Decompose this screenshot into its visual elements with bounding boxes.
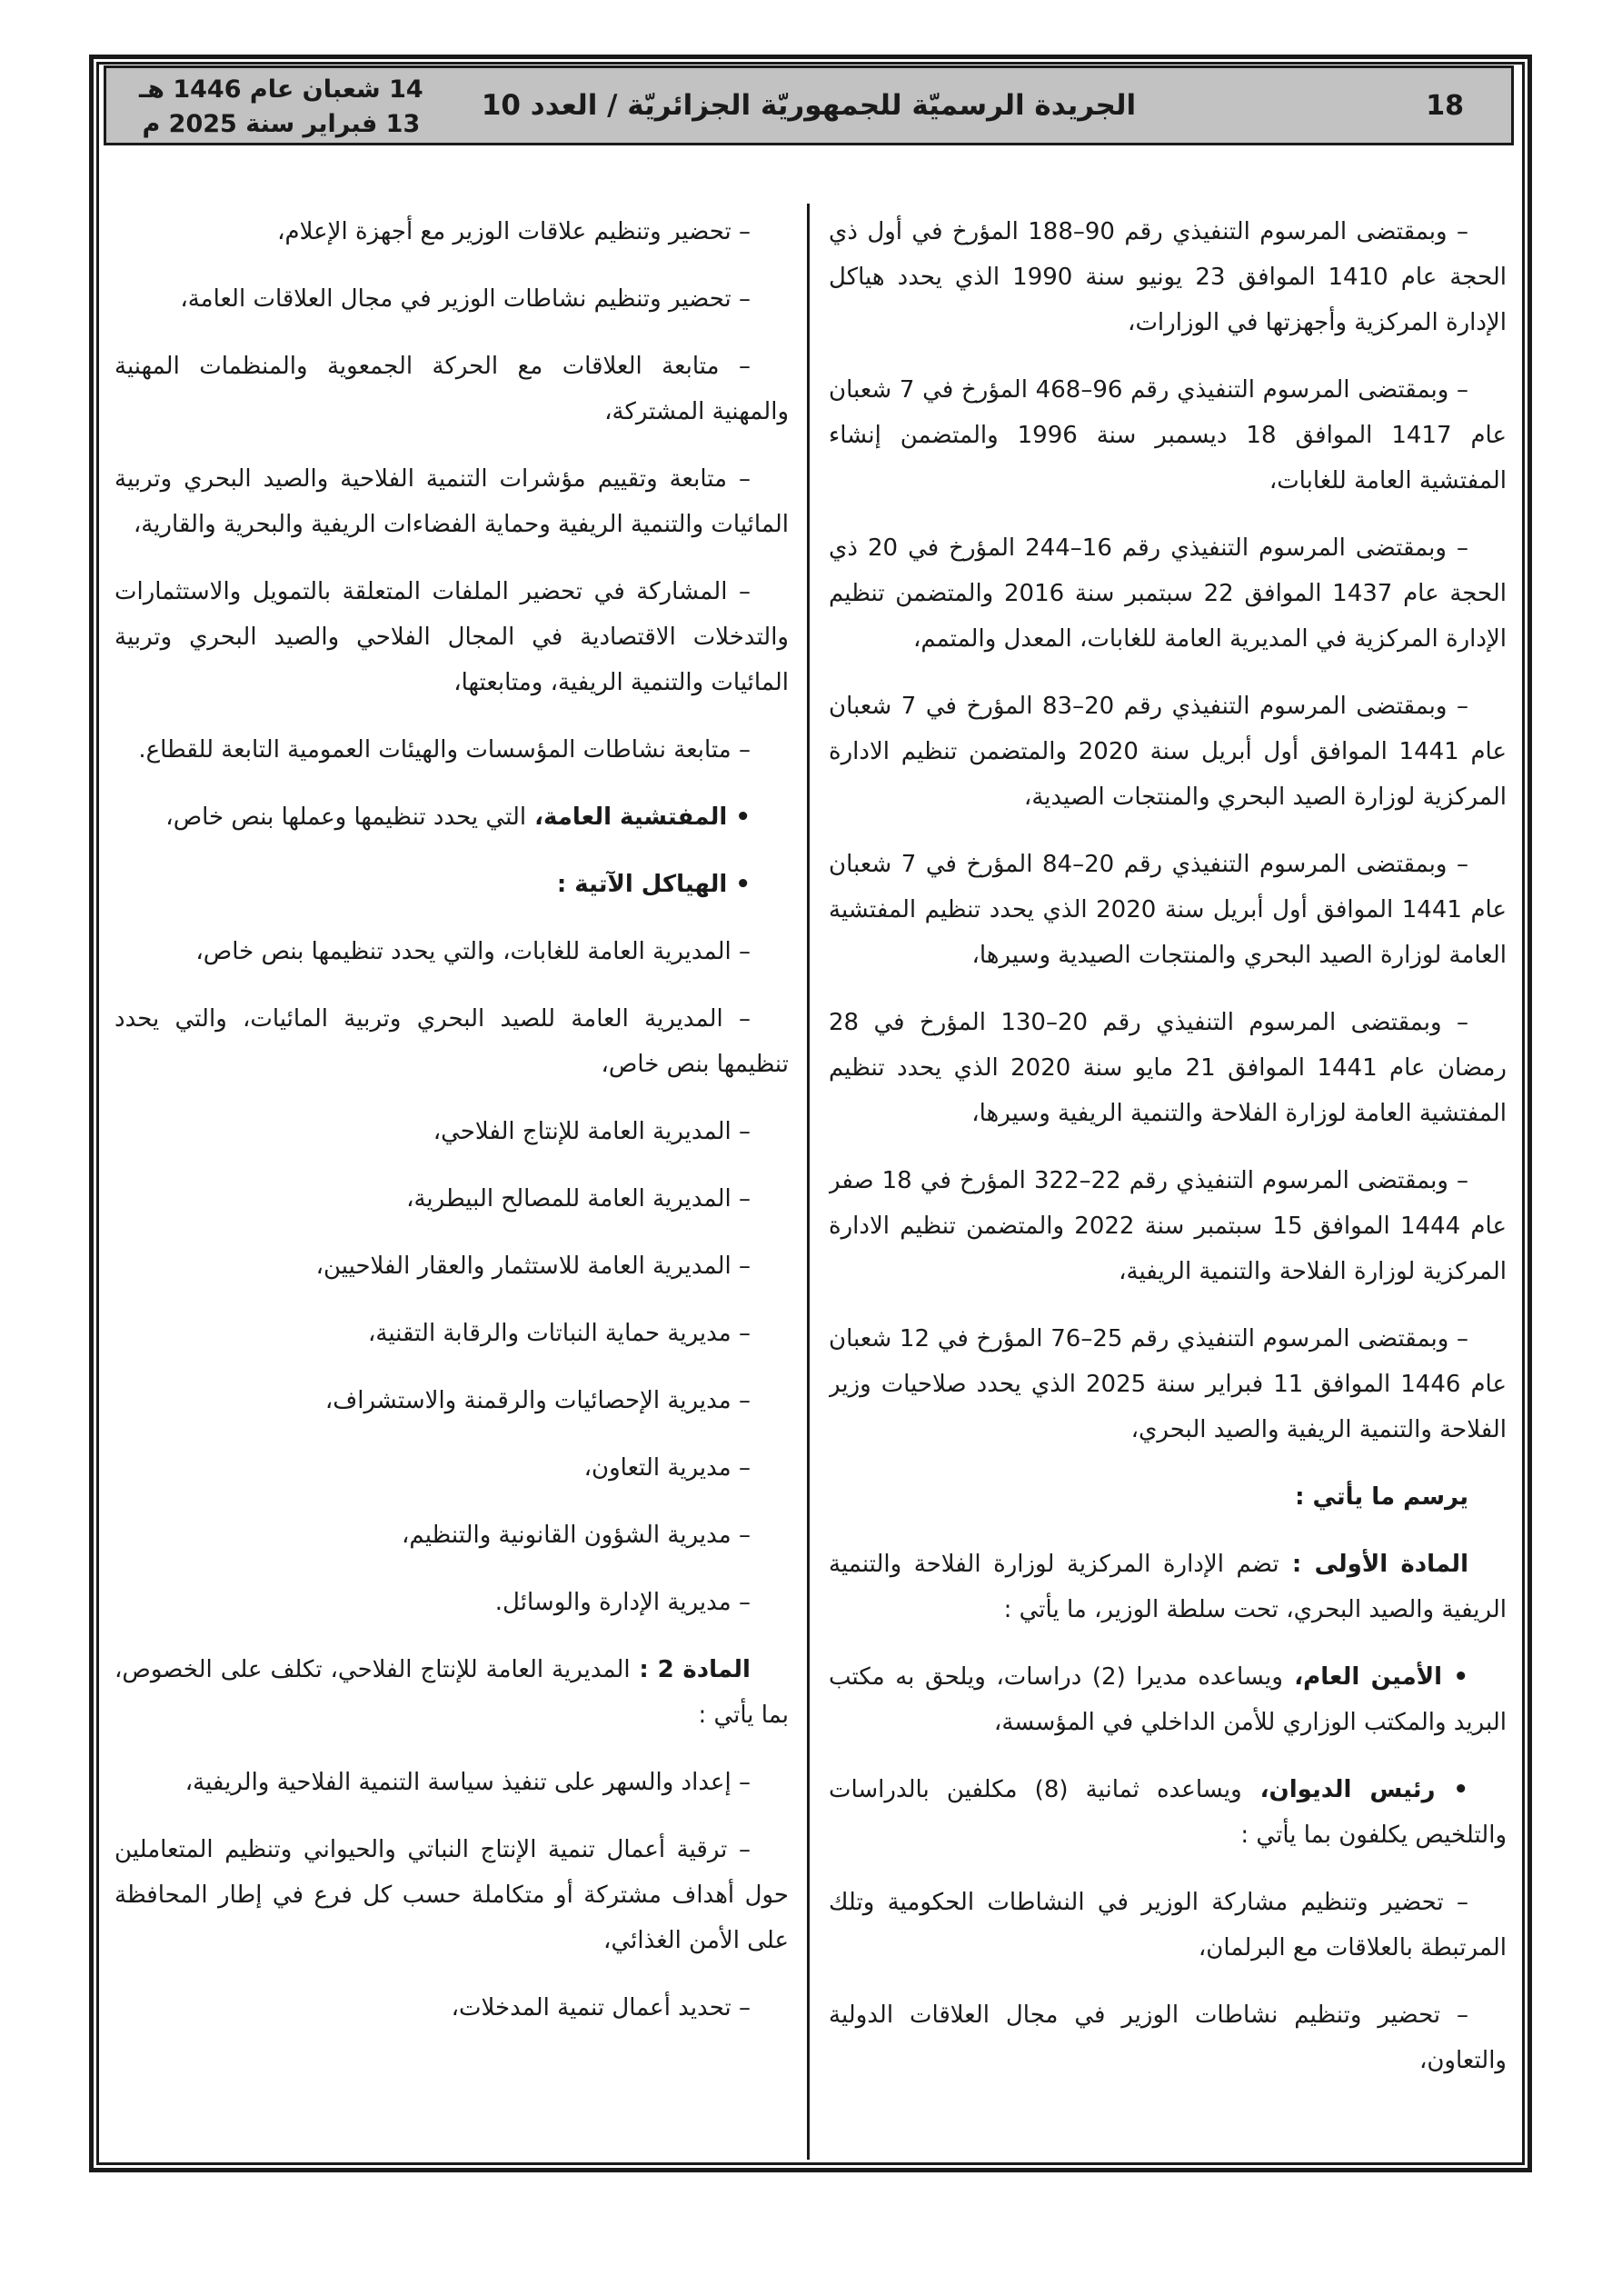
- paragraph: [829, 1767, 1507, 1858]
- paragraph-text: – مديرية التعاون،: [583, 1454, 751, 1482]
- paragraph-text: – إعداد والسهر على تنفيذ سياسة التنمية الفلاحية والريفية،: [184, 1769, 751, 1796]
- paragraph: [114, 1311, 789, 1356]
- paragraph-text: – مديرية الإدارة والوسائل.: [494, 1589, 751, 1616]
- paragraph: [114, 1176, 789, 1222]
- paragraph: [114, 996, 789, 1087]
- paragraph: [114, 456, 789, 547]
- paragraph-text: – ترقية أعمال تنمية الإنتاج النباتي والحيواني وتنظيم المتعاملين حول أهداف مشتركة أو متكاملة حسب كل فرع في إطار المحافظة على الأمن الغذائي،: [114, 1836, 789, 1954]
- paragraph-lead: يرسم ما يأتي :: [1295, 1483, 1468, 1511]
- paragraph: [114, 1760, 789, 1805]
- paragraph-text: – وبمقتضى المرسوم التنفيذي رقم 22–322 المؤرخ في 18 صفر عام 1444 الموافق 15 سبتمبر سنة 2022 والمتضمن تنظيم الادارة المركزية لوزارة الفلاحة والتنمية الريفية،: [829, 1167, 1507, 1285]
- paragraph: [114, 1378, 789, 1423]
- paragraph-text: – مديرية الإحصائيات والرقمنة والاستشراف،: [324, 1387, 751, 1414]
- paragraph-text: – المديرية العامة للصيد البحري وتربية المائيات، والتي يحدد تنظيمها بنص خاص،: [114, 1005, 789, 1078]
- paragraph-text: – متابعة نشاطات المؤسسات والهيئات العمومية التابعة للقطاع.: [138, 736, 751, 764]
- paragraph-text: تضم الإدارة المركزية لوزارة الفلاحة والتنمية الريفية والصيد البحري، تحت سلطة الوزير، ما يأتي :: [829, 1551, 1507, 1623]
- paragraph-text: ويساعده مديرا (2) دراسات، ويلحق به مكتب البريد والمكتب الوزاري للأمن الداخلي في المؤسسة،: [829, 1663, 1507, 1736]
- paragraph-lead: • الهياكل الآتية :: [556, 871, 751, 898]
- paragraph-text: – وبمقتضى المرسوم التنفيذي رقم 20–83 المؤرخ في 7 شعبان عام 1441 الموافق أول أبريل سنة 2020 والمتضمن تنظيم الادارة المركزية لوزارة الصيد البحري والمنتجات الصيدية،: [829, 693, 1507, 811]
- paragraph-text: – متابعة العلاقات مع الحركة الجمعوية والمنظمات المهنية والمهنية المشتركة،: [114, 353, 789, 425]
- paragraph: [829, 367, 1507, 504]
- paragraph: [114, 344, 789, 434]
- paragraph-text: – متابعة وتقييم مؤشرات التنمية الفلاحية والصيد البحري وتربية المائيات والتنمية الريفية وحماية الفضاءات الريفية والبحرية والقارية،: [114, 465, 789, 538]
- paragraph-text: – تحديد أعمال تنمية المدخلات،: [451, 1994, 751, 2021]
- column-left: [114, 209, 789, 2160]
- paragraph-lead: • الأمين العام،: [1282, 1663, 1469, 1691]
- paragraph-text: – مديرية حماية النباتات والرقابة التقنية،: [368, 1320, 751, 1347]
- paragraph: [829, 209, 1507, 345]
- paragraph-text: – تحضير وتنظيم مشاركة الوزير في النشاطات الحكومية وتلك المرتبطة بالعلاقات مع البرلمان،: [829, 1889, 1507, 1962]
- paragraph-text: – وبمقتضى المرسوم التنفيذي رقم 16–244 المؤرخ في 20 ذي الحجة عام 1437 الموافق 22 سبتمبر سنة 2016 والمتضمن تنظيم الإدارة المركزية في المديرية العامة للغابات، المعدل والمتمم،: [829, 534, 1507, 653]
- paragraph: [829, 1880, 1507, 1971]
- paragraph-lead: المادة الأولى :: [1279, 1551, 1468, 1578]
- paragraph: [114, 794, 789, 840]
- paragraph-text: – المشاركة في تحضير الملفات المتعلقة بالتمويل والاستثمارات والتدخلات الاقتصادية في المجال الفلاحي والصيد البحري وتربية المائيات والتنمية الريفية، ومتابعتها،: [114, 578, 789, 696]
- paragraph: [114, 1580, 789, 1625]
- date-hijri: 14 شعبان عام 1446 هـ: [139, 75, 423, 104]
- paragraph-lead: • رئيس الديوان،: [1241, 1776, 1469, 1803]
- paragraph: [829, 1316, 1507, 1452]
- paragraph-text: – تحضير وتنظيم علاقات الوزير مع أجهزة الإعلام،: [277, 218, 751, 245]
- paragraph-text: – المديرية العامة للمصالح البيطرية،: [406, 1185, 751, 1213]
- masthead: [104, 65, 1514, 145]
- paragraph: [114, 1109, 789, 1154]
- paragraph-text: – وبمقتضى المرسوم التنفيذي رقم 20–84 المؤرخ في 7 شعبان عام 1441 الموافق أول أبريل سنة 2020 الذي يحدد تنظيم المفتشية العامة لوزارة الصيد البحري والمنتجات الصيدية وسيرها،: [829, 851, 1507, 969]
- column-right: [829, 209, 1507, 2160]
- paragraph-lead: المادة 2 :: [630, 1656, 751, 1683]
- paragraph-text: – وبمقتضى المرسوم التنفيذي رقم 96–468 المؤرخ في 7 شعبان عام 1417 الموافق 18 ديسمبر سنة 1996 والمتضمن إنشاء المفتشية العامة للغابات،: [829, 376, 1507, 494]
- paragraph: [114, 1985, 789, 2031]
- paragraph: [829, 1542, 1507, 1632]
- paragraph: [829, 684, 1507, 820]
- paragraph: [829, 1000, 1507, 1136]
- paragraph: [829, 1474, 1507, 1520]
- paragraph-text: – المديرية العامة للغابات، والتي يحدد تنظيمها بنص خاص،: [195, 938, 751, 965]
- paragraph: [114, 1445, 789, 1491]
- paragraph-text: – مديرية الشؤون القانونية والتنظيم،: [402, 1522, 751, 1549]
- paragraph: [114, 1827, 789, 1963]
- page-number: 18: [1426, 89, 1464, 122]
- paragraph: [114, 569, 789, 705]
- paragraph: [829, 1654, 1507, 1745]
- column-divider: [807, 204, 810, 2160]
- paragraph-text: التي يحدد تنظيمها وعملها بنص خاص،: [165, 804, 527, 831]
- paragraph-text: – وبمقتضى المرسوم التنفيذي رقم 20–130 المؤرخ في 28 رمضان عام 1441 الموافق 21 مايو سنة 2020 الذي يحدد تنظيم المفتشية العامة لوزارة الفلاحة والتنمية الريفية وسيرها،: [829, 1009, 1507, 1127]
- paragraph: [829, 1158, 1507, 1294]
- paragraph: [114, 929, 789, 974]
- paragraph-text: – تحضير وتنظيم نشاطات الوزير في مجال العلاقات الدولية والتعاون،: [829, 2002, 1507, 2074]
- paragraph: [829, 842, 1507, 978]
- paragraph-lead: • المفتشية العامة،: [526, 804, 751, 831]
- paragraph: [114, 1512, 789, 1558]
- paragraph: [114, 727, 789, 773]
- paragraph: [829, 1992, 1507, 2083]
- paragraph: [114, 1647, 789, 1738]
- masthead-title: الجريدة الرسميّة للجمهوريّة الجزائريّة / العدد 10: [481, 89, 1137, 122]
- paragraph: [114, 1243, 789, 1289]
- paragraph: [114, 862, 789, 907]
- paragraph-text: – وبمقتضى المرسوم التنفيذي رقم 25–76 المؤرخ في 12 شعبان عام 1446 الموافق 11 فبراير سنة 2025 الذي يحدد صلاحيات وزير الفلاحة والتنمية الريفية والصيد البحري،: [829, 1325, 1507, 1443]
- paragraph: [114, 276, 789, 322]
- paragraph-text: ويساعده ثمانية (8) مكلفين بالدراسات والتلخيص يكلفون بما يأتي :: [829, 1776, 1507, 1849]
- paragraph-text: – وبمقتضى المرسوم التنفيذي رقم 90–188 المؤرخ في أول ذي الحجة عام 1410 الموافق 23 يونيو سنة 1990 الذي يحدد هياكل الإدارة المركزية وأجهزتها في الوزارات،: [829, 218, 1507, 336]
- paragraph-text: – المديرية العامة للاستثمار والعقار الفلاحيين،: [315, 1253, 751, 1280]
- paragraph: [829, 525, 1507, 662]
- paragraph: [114, 209, 789, 255]
- paragraph-text: – تحضير وتنظيم نشاطات الوزير في مجال العلاقات العامة،: [180, 285, 751, 313]
- paragraph-text: المديرية العامة للإنتاج الفلاحي، تكلف على الخصوص، بما يأتي :: [114, 1656, 789, 1729]
- date-gregorian: 13 فبراير سنة 2025 م: [142, 110, 421, 138]
- paragraph-text: – المديرية العامة للإنتاج الفلاحي،: [433, 1118, 751, 1145]
